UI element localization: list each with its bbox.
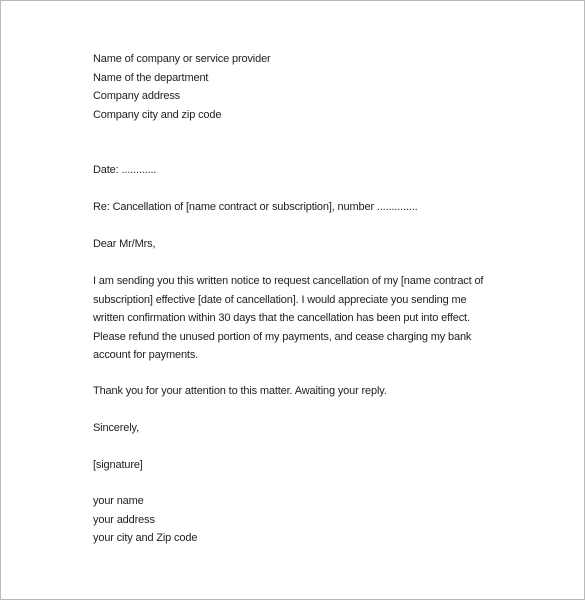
signature-placeholder: [signature] (93, 459, 143, 471)
body-line: Please refund the unused portion of my payments, and cease charging my bank (93, 330, 472, 343)
body-line: account for payments. (93, 349, 199, 361)
sender-name: your name (93, 495, 144, 507)
sender-address: your address (93, 513, 155, 526)
recipient-address: Company address (93, 90, 181, 102)
body-line: written confirmation within 30 days that the cancellation has been put into effect. (93, 312, 470, 324)
subject-line: Re: Cancellation of [name contract or subscription], number .............. (93, 201, 418, 213)
recipient-department: Name of the department (93, 71, 209, 84)
recipient-company: Name of company or service provider (93, 53, 271, 65)
salutation: Dear Mr/Mrs, (93, 238, 156, 250)
recipient-city-zip: Company city and zip code (93, 108, 222, 121)
body-line: I am sending you this written notice to request cancellation of my [name contract of (93, 275, 484, 287)
thanks-line: Thank you for your attention to this matter. Awaiting your reply. (93, 385, 387, 397)
sender-city-zip: your city and Zip code (93, 532, 198, 544)
body-paragraph (93, 272, 503, 365)
date-line: Date: ............ (93, 164, 157, 176)
closing: Sincerely, (93, 422, 139, 434)
body-line: subscription] effective [date of cancellation]. I would appreciate you sending me (93, 293, 467, 306)
